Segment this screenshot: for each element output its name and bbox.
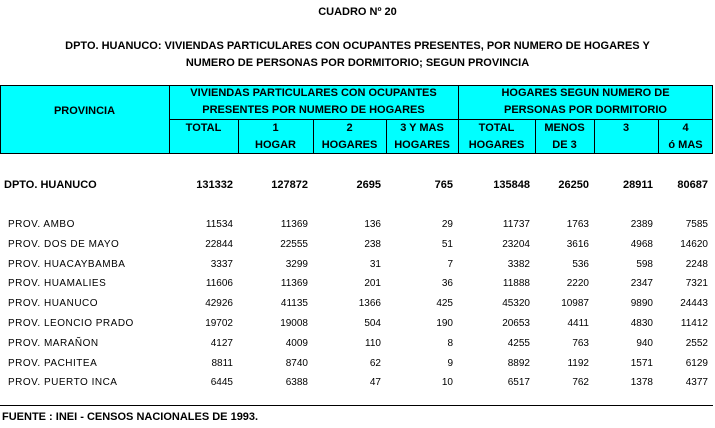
table-cell: 1763 [566, 219, 589, 230]
province-name: PROV. AMBO [8, 219, 75, 230]
province-name: PROV. MARAÑON [8, 337, 99, 349]
table-row [0, 358, 715, 375]
table-cell: 31 [369, 258, 381, 270]
header-group-hogares: HOGARES SEGUN NUMERO DE PERSONAS POR DORMITORIO [501, 87, 670, 116]
table-cell: 8892 [507, 357, 530, 369]
table-cell: 14620 [680, 238, 708, 250]
table-cell: 3299 [285, 258, 308, 270]
table-cell: 3382 [507, 258, 530, 270]
table-row [0, 259, 715, 276]
table-cell: 11369 [280, 219, 308, 230]
table-cell: 8740 [285, 357, 308, 369]
table-cell: 6129 [685, 357, 708, 369]
province-name: PROV. HUAMALIES [8, 278, 107, 290]
table-row [0, 278, 715, 295]
table-cell: 762 [572, 377, 589, 389]
table-cell: 1378 [630, 377, 653, 389]
table-cell: 2220 [566, 278, 589, 290]
table-cell: 4127 [210, 337, 233, 349]
table-cell: 598 [636, 258, 653, 270]
table-cell: 2552 [685, 337, 708, 349]
footer-divider [0, 405, 713, 406]
table-cell: 425 [436, 298, 453, 310]
table-cell: 536 [572, 258, 589, 270]
table-title-line2: NUMERO DE PERSONAS POR DORMITORIO; SEGUN PROVINCIA [185, 57, 530, 69]
table-cell: 131332 [196, 179, 233, 191]
table-cell: 11369 [280, 278, 308, 290]
table-cell: 42926 [205, 298, 233, 310]
table-cell: 28911 [623, 179, 653, 191]
table-cell: 11888 [502, 278, 530, 290]
table-cell: 3616 [566, 238, 589, 250]
table-cell: 10 [441, 377, 453, 389]
table-cell: 45320 [502, 298, 530, 310]
table-cell: 940 [636, 337, 653, 349]
table-cell: 19008 [280, 318, 308, 329]
table-cell: 765 [434, 179, 453, 191]
table-cell: 2347 [630, 278, 653, 290]
table-cell: 62 [369, 357, 381, 369]
table-row [0, 338, 715, 355]
table-cell: 3337 [210, 258, 233, 270]
table-cell: 47 [369, 377, 381, 389]
table-cell: 41135 [280, 298, 308, 310]
table-cell: 127872 [271, 179, 308, 191]
table-row [0, 298, 715, 315]
table-cell: 7321 [685, 278, 708, 290]
table-cell: 11606 [205, 278, 233, 290]
table-cell: 201 [364, 278, 381, 290]
table-cell: 9 [447, 357, 453, 369]
table-cell: 8811 [211, 357, 233, 369]
table-cell: 2248 [685, 258, 708, 270]
column-header: MENOS DE 3 [544, 122, 585, 151]
column-header: 1 HOGAR [255, 122, 296, 151]
table-cell: 1571 [630, 357, 653, 369]
province-name: PROV. LEONCIO PRADO [8, 318, 134, 329]
table-cell: 2389 [630, 219, 653, 230]
table-cell: 11534 [205, 219, 233, 230]
table-cell: 4377 [685, 377, 708, 389]
table-cell: 26250 [558, 179, 589, 191]
province-name: PROV. HUACAYBAMBA [8, 258, 126, 270]
table-cell: 80687 [677, 179, 708, 191]
table-cell: 1366 [358, 298, 381, 310]
header-group-viviendas: VIVIENDAS PARTICULARES CON OCUPANTES PRESENTES POR NUMERO DE HOGARES [190, 87, 437, 116]
table-cell: 2695 [356, 179, 381, 191]
column-header: TOTAL HOGARES [468, 122, 525, 151]
table-cell: 11412 [680, 318, 708, 329]
table-cell: 19702 [205, 318, 233, 329]
table-cell: 6445 [210, 377, 233, 389]
table-number: CUADRO Nº 20 [318, 6, 397, 18]
column-header: 4 ó MAS [668, 122, 703, 151]
table-cell: 10987 [561, 298, 589, 310]
column-header: 3 Y MAS HOGARES [394, 122, 450, 151]
province-name: PROV. HUANUCO [8, 298, 99, 310]
total-row [0, 179, 715, 196]
table-cell: 190 [436, 318, 453, 329]
header-provincia: PROVINCIA [53, 105, 116, 117]
table-cell: 7585 [685, 219, 708, 230]
table-row [0, 219, 715, 236]
table-cell: 4830 [630, 318, 653, 329]
province-name: PROV. PUERTO INCA [8, 377, 118, 389]
table-cell: 763 [572, 337, 589, 349]
table-cell: 4968 [630, 238, 653, 250]
table-cell: 110 [365, 337, 381, 349]
table-row [0, 377, 715, 394]
table-cell: 7 [447, 258, 453, 270]
table-cell: 1192 [567, 357, 589, 369]
table-cell: 136 [364, 219, 381, 230]
table-row [0, 318, 715, 335]
table-cell: 9890 [630, 298, 653, 310]
table-cell: 4411 [567, 318, 589, 329]
table-cell: 238 [364, 238, 381, 250]
table-cell: 22555 [280, 238, 308, 250]
table-cell: 29 [441, 219, 453, 230]
table-cell: 6388 [285, 377, 308, 389]
table-title-line1: DPTO. HUANUCO: VIVIENDAS PARTICULARES CON OCUPANTES PRESENTES, POR NUMERO DE HOGARES Y [65, 40, 650, 52]
table-cell: 20653 [502, 318, 530, 329]
table-cell: 36 [441, 278, 453, 290]
table-row [0, 239, 715, 256]
table-cell: 6517 [507, 377, 530, 389]
table-cell: 11737 [502, 219, 530, 230]
table-cell: 23204 [502, 238, 530, 250]
column-header: TOTAL [185, 122, 222, 134]
province-name: PROV. PACHITEA [8, 357, 98, 369]
table-cell: 51 [441, 238, 453, 250]
table-cell: 504 [364, 318, 381, 329]
table-cell: 22844 [205, 238, 233, 250]
table-cell: 135848 [493, 179, 530, 191]
column-header: 2 HOGARES [321, 122, 378, 151]
table-cell: 4255 [507, 337, 530, 349]
table-cell: 24443 [680, 298, 708, 310]
province-name: PROV. DOS DE MAYO [8, 238, 120, 250]
province-name: DPTO. HUANUCO [4, 179, 97, 191]
column-header: 3 [622, 122, 630, 134]
table-cell: 4009 [285, 337, 308, 349]
table-cell: 8 [447, 337, 453, 349]
source-note: FUENTE : INEI - CENSOS NACIONALES DE 1993. [2, 411, 259, 423]
